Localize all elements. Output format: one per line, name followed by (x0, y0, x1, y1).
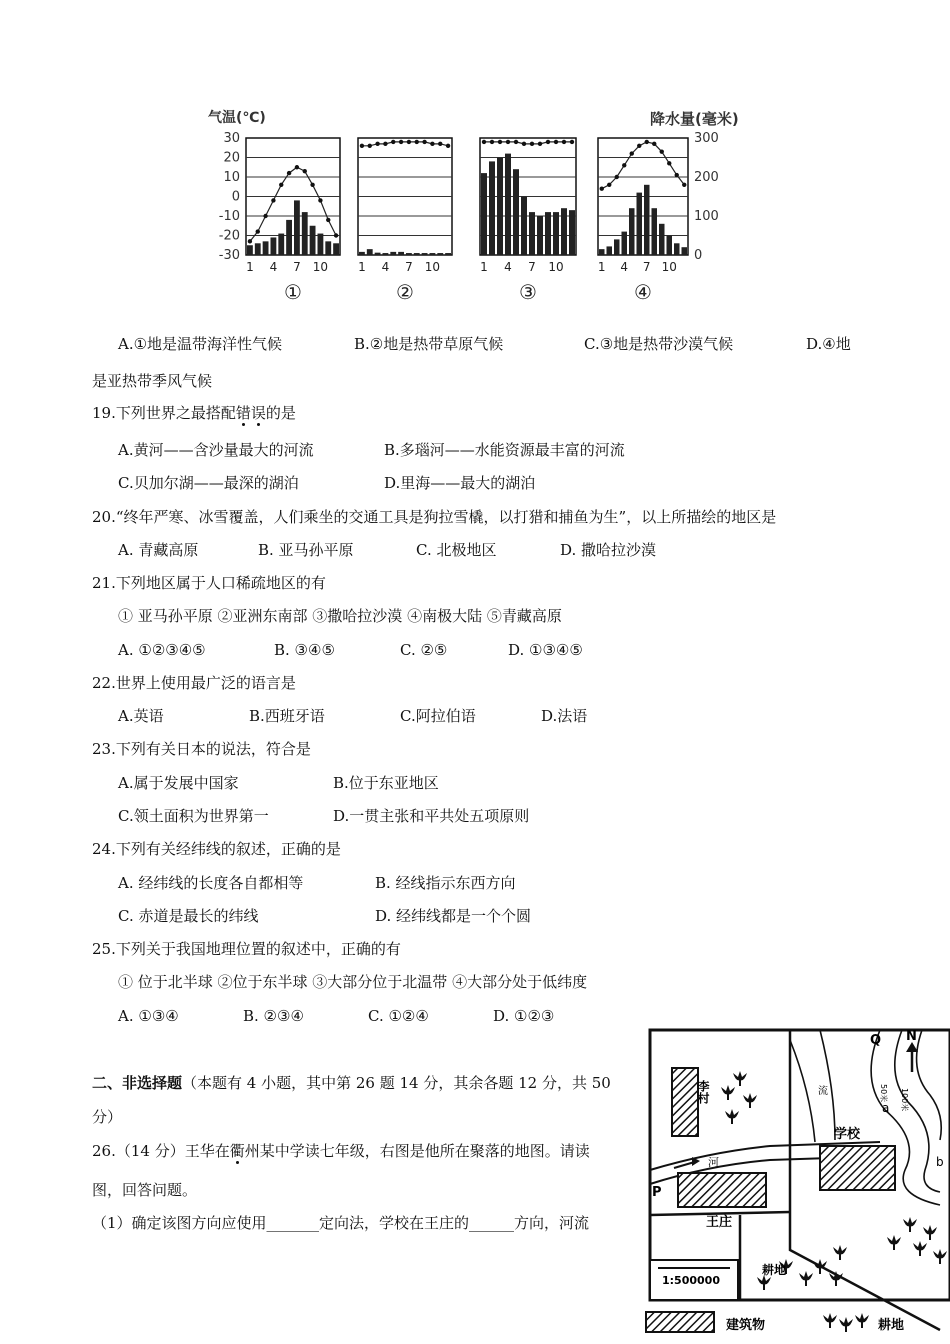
precip-bar (481, 173, 487, 255)
temperature-point (652, 142, 656, 146)
temperature-point (498, 140, 502, 144)
q18-option-b: B.②地是热带草原气候 (354, 335, 504, 353)
q18-option-d-cont: 是亚热带季风气候 (92, 372, 213, 390)
q19-option-c: C.贝加尔湖——最深的湖泊 (118, 474, 299, 492)
temp-tick: 20 (223, 150, 240, 166)
temperature-point (522, 142, 526, 146)
q20-option-d: D. 撒哈拉沙漠 (560, 541, 657, 559)
temperature-point (360, 144, 364, 148)
q18-option-a: A.①地是温带海洋性气候 (118, 335, 283, 353)
climate-chart-3 (480, 138, 576, 304)
temperature-point (562, 140, 566, 144)
q26-line3: （1）确定该图方向应使用_______定向法，学校在王庄的______方向，河流 (92, 1214, 590, 1232)
precip-bar (629, 208, 635, 255)
map-q-label: Q (870, 1033, 882, 1048)
temp-axis-label: 气温(℃) (208, 110, 266, 126)
precip-axis-label: 降水量(毫米) (650, 110, 739, 128)
precip-bar (367, 249, 373, 255)
temp-tick: 10 (223, 170, 240, 185)
map-contour-50: 50米 (879, 1084, 888, 1103)
temperature-point (310, 183, 314, 187)
q24-option-c: C. 赤道是最长的纬线 (118, 907, 259, 925)
temperature-point (530, 142, 534, 146)
q20-stem: 20.“终年严寒、冰雪覆盖，人们乘坐的交通工具是狗拉雪橇，以打猎和捕鱼为生”，以上所描绘的地区是 (92, 508, 777, 526)
map-label-li-village: 李村 (696, 1080, 710, 1104)
temperature-point (622, 163, 626, 167)
temperature-point (334, 233, 338, 237)
q19-stem: 19.下列世界之最搭配错误的是 (92, 404, 296, 422)
climate-chart-4 (598, 138, 688, 304)
precip-bar (521, 197, 527, 256)
section2-heading (92, 1073, 611, 1093)
precip-bar (659, 224, 665, 255)
precip-bar (674, 243, 680, 255)
temperature-point (326, 218, 330, 222)
temperature-point (514, 140, 518, 144)
q18-option-d: D.④地 (806, 335, 851, 353)
map-label-wangzhuang: 王庄 (706, 1215, 733, 1230)
temp-tick: 0 (231, 189, 240, 205)
precip-bar (383, 253, 389, 255)
chart-label: ① (284, 280, 302, 304)
legend-farmland-icon (839, 1317, 853, 1332)
settlement-map (640, 1020, 950, 1344)
precip-bar (569, 210, 575, 255)
temp-tick: 30 (223, 131, 240, 146)
temp-tick: -10 (218, 209, 240, 224)
month-tick: 4 (504, 260, 512, 274)
temperature-point (279, 183, 283, 187)
precip-bar (537, 216, 543, 255)
temperature-point (287, 171, 291, 175)
temperature-point (446, 144, 450, 148)
temperature-point (415, 140, 419, 144)
month-tick: 10 (548, 260, 564, 274)
q22-option-b: B.西班牙语 (249, 707, 325, 725)
temperature-point (256, 229, 260, 233)
precip-bar (682, 247, 688, 255)
q23-stem: 23.下列有关日本的说法，符合是 (92, 740, 311, 758)
precip-bar (271, 237, 277, 255)
q21-option-a: A. ①②③④⑤ (118, 641, 206, 659)
legend-farmland-icon (823, 1313, 837, 1328)
section2-note-cont: 分） (92, 1108, 123, 1126)
climate-charts-figure (200, 100, 760, 310)
month-tick: 7 (293, 260, 301, 274)
q26-line2: 图，回答问题。 (92, 1181, 198, 1199)
temp-tick: -20 (218, 228, 240, 244)
map-b-label: b (936, 1155, 944, 1169)
q20-option-c: C. 北极地区 (416, 541, 497, 559)
temperature-point (554, 140, 558, 144)
precip-bar (445, 253, 451, 255)
precip-bar (263, 241, 269, 255)
chart-label: ② (396, 280, 414, 304)
precip-bar (607, 246, 613, 255)
q22-option-c: C.阿拉伯语 (400, 707, 476, 725)
month-tick: 1 (597, 260, 606, 274)
temperature-point (399, 140, 403, 144)
precip-bar (375, 253, 381, 255)
q24-stem: 24.下列有关经纬线的叙述，正确的是 (92, 840, 341, 858)
temperature-point (430, 142, 434, 146)
month-tick: 4 (269, 260, 278, 274)
chart-label: ③ (519, 280, 537, 304)
map-label-stream: 流 (818, 1086, 828, 1097)
temperature-point (295, 165, 299, 169)
precip-bar (325, 241, 331, 255)
temperature-point (600, 187, 604, 191)
q21-stem: 21.下列地区属于人口稀疏地区的有 (92, 574, 326, 592)
temperature-point (667, 161, 671, 165)
temperature-point (546, 140, 550, 144)
temperature-point (682, 183, 686, 187)
q25-stem: 25.下列关于我国地理位置的叙述中，正确的有 (92, 940, 401, 958)
precip-tick: 100 (694, 209, 719, 224)
precip-bar (437, 253, 443, 255)
temperature-point (570, 140, 574, 144)
q25-option-c: C. ①②④ (368, 1007, 429, 1025)
precip-bar (652, 208, 658, 255)
precip-bar (422, 253, 428, 255)
q25-items: ① 位于北半球 ②位于东半球 ③大部分位于北温带 ④大部分处于低纬度 (118, 973, 588, 991)
legend-farmland-label: 耕地 (878, 1318, 905, 1333)
temperature-point (263, 214, 267, 218)
month-tick: 7 (642, 260, 651, 274)
q19-option-a: A.黄河——含沙量最大的河流 (118, 441, 314, 459)
month-tick: 10 (424, 260, 441, 274)
precip-bar (553, 212, 559, 255)
precip-bar (302, 212, 308, 255)
chart-label: ④ (634, 280, 652, 304)
precip-bar (255, 243, 261, 255)
temperature-point (407, 140, 411, 144)
temperature-point (675, 173, 679, 177)
q20-option-a: A. 青藏高原 (118, 541, 199, 559)
temperature-point (391, 140, 395, 144)
map-p-label: P (652, 1185, 662, 1200)
legend-farmland-icon (855, 1313, 869, 1328)
temperature-point (607, 183, 611, 187)
precip-tick: 300 (694, 131, 719, 146)
precip-bar (359, 252, 365, 255)
map-north-label: N (906, 1029, 917, 1044)
precip-bar (310, 226, 316, 255)
map-label-school: 学校 (834, 1127, 861, 1142)
precip-bar (390, 252, 396, 255)
climate-chart-2 (358, 138, 452, 304)
precip-bar (545, 212, 551, 255)
precip-bar (406, 253, 412, 255)
month-tick: 7 (528, 260, 536, 274)
month-tick: 10 (661, 260, 677, 274)
precip-bar (286, 220, 292, 255)
temperature-point (368, 144, 372, 148)
q24-option-d: D. 经纬线都是一个个圆 (375, 907, 532, 925)
month-tick: 4 (620, 260, 629, 274)
temperature-point (506, 140, 510, 144)
precip-bar (247, 245, 253, 255)
precip-bar (278, 234, 284, 255)
q21-option-d: D. ①③④⑤ (508, 641, 583, 659)
precip-bar (497, 158, 503, 256)
precip-bar (333, 243, 339, 255)
q21-option-b: B. ③④⑤ (274, 641, 335, 659)
precip-tick: 0 (694, 248, 703, 263)
temperature-point (630, 151, 634, 155)
q22-stem: 22.世界上使用最广泛的语言是 (92, 674, 296, 692)
precip-bar (599, 249, 605, 255)
temperature-point (271, 198, 275, 202)
precip-bar (318, 234, 324, 255)
precip-bar (614, 239, 620, 255)
legend-building-label: 建筑物 (726, 1318, 766, 1333)
temperature-point (637, 144, 641, 148)
map-a-label: a (882, 1101, 890, 1115)
precip-bar (294, 200, 300, 255)
q23-option-a: A.属于发展中国家 (118, 774, 239, 792)
temperature-point (660, 149, 664, 153)
precip-bar (667, 236, 673, 256)
temperature-point (615, 175, 619, 179)
q23-option-b: B.位于东亚地区 (333, 774, 439, 792)
q23-option-d: D.一贯主张和平共处五项原则 (333, 807, 530, 825)
q24-option-b: B. 经线指示东西方向 (375, 874, 516, 892)
q25-option-d: D. ①②③ (493, 1007, 555, 1025)
precip-tick: 200 (694, 170, 719, 185)
precip-bar (637, 193, 643, 255)
q20-option-b: B. 亚马孙平原 (258, 541, 354, 559)
q18-option-c: C.③地是热带沙漠气候 (584, 335, 734, 353)
q22-option-d: D.法语 (541, 707, 588, 725)
q23-option-c: C.领土面积为世界第一 (118, 807, 269, 825)
precip-bar (561, 208, 567, 255)
temp-tick: -30 (218, 248, 240, 263)
temperature-point (248, 239, 252, 243)
map-contour-100: 100米 (900, 1088, 909, 1112)
section2-note: （本题有 4 小题，其中第 26 题 14 分，其余各题 12 分，共 50 (182, 1074, 611, 1092)
month-tick: 7 (405, 260, 413, 274)
map-label-river: 河 (708, 1156, 719, 1169)
q22-option-a: A.英语 (118, 707, 164, 725)
precip-bar (398, 252, 404, 255)
q26-line1: 26.（14 分）王华在衢州某中学读七年级，右图是他所在聚落的地图。请读 (92, 1142, 590, 1160)
precip-bar (513, 169, 519, 255)
month-tick: 1 (480, 260, 488, 274)
temperature-point (645, 140, 649, 144)
temperature-point (482, 140, 486, 144)
q24-option-a: A. 经纬线的长度各自都相等 (118, 874, 304, 892)
precip-bar (505, 154, 511, 255)
q21-option-c: C. ②⑤ (400, 641, 448, 659)
q25-option-a: A. ①③④ (118, 1007, 179, 1025)
precip-bar (430, 253, 436, 255)
climate-chart-1 (246, 138, 340, 304)
temperature-point (383, 142, 387, 146)
precip-bar (644, 185, 650, 255)
temperature-point (318, 198, 322, 202)
q25-option-b: B. ②③④ (243, 1007, 304, 1025)
precip-bar (529, 212, 535, 255)
q19-option-b: B.多瑙河——水能资源最丰富的河流 (384, 441, 625, 459)
month-tick: 1 (358, 260, 366, 274)
precip-bar (622, 232, 628, 255)
map-label-farmland: 耕地 (762, 1263, 787, 1277)
temperature-point (422, 140, 426, 144)
temperature-point (538, 142, 542, 146)
month-tick: 1 (246, 260, 254, 274)
precip-bar (489, 161, 495, 255)
month-tick: 4 (381, 260, 390, 274)
temperature-point (438, 142, 442, 146)
map-scale: 1:500000 (662, 1274, 720, 1287)
temperature-point (490, 140, 494, 144)
section2-title: 二、非选择题 (92, 1074, 183, 1092)
temperature-point (303, 169, 307, 173)
q21-items: ① 亚马孙平原 ②亚洲东南部 ③撒哈拉沙漠 ④南极大陆 ⑤青藏高原 (118, 607, 562, 625)
q19-option-d: D.里海——最大的湖泊 (384, 474, 536, 492)
temperature-point (375, 142, 379, 146)
month-tick: 10 (312, 260, 329, 274)
precip-bar (414, 253, 420, 255)
